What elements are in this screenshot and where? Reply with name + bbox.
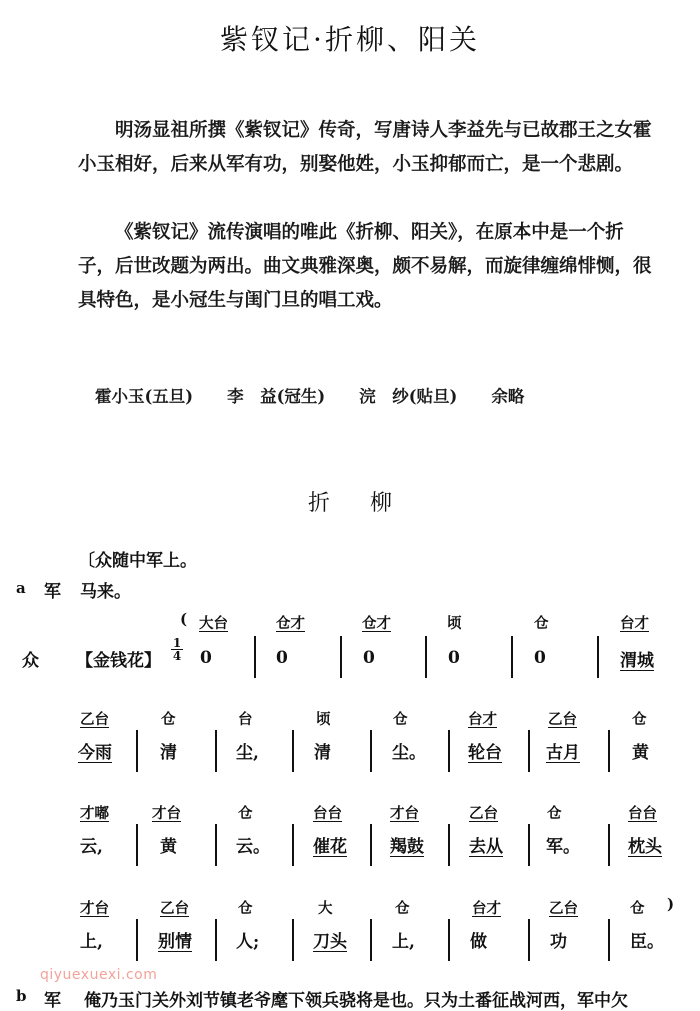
score-cell: 轮台	[468, 743, 502, 763]
time-sig-denominator: 4	[172, 649, 182, 663]
score-cell: 做	[470, 932, 487, 952]
score-cell: 黄	[160, 837, 177, 857]
score-cell: 0	[448, 648, 460, 668]
role-name: 军	[44, 582, 61, 602]
intro-paragraph-2: 《紫钗记》流传演唱的唯此《折柳、阳关》，在原本中是一个折子，后世改题为两出。曲文典雅深奥，颇不易解，而旋律缠绵悱恻，很具特色，是小冠生与闺门旦的唱工戏。	[78, 222, 652, 311]
barline	[136, 730, 138, 772]
perc-syllable: 仓	[630, 900, 645, 917]
line-mark: b	[16, 987, 27, 1005]
barline	[608, 919, 610, 961]
site-watermark: qiyuexuexi.com	[40, 967, 158, 983]
time-signature	[171, 637, 183, 662]
score-cell: 清	[314, 743, 331, 763]
perc-syllable: 才台	[80, 900, 109, 917]
perc-syllable: 大	[318, 900, 333, 917]
barline	[448, 919, 450, 961]
score-cell: 0	[363, 648, 375, 668]
perc-syllable: 仓	[395, 900, 410, 917]
perc-syllable: 仓	[534, 615, 549, 632]
perc-syllable: 乙台	[160, 900, 189, 917]
barline	[292, 824, 294, 866]
score-cell: 云。	[236, 837, 270, 857]
perc-syllable: 台才	[620, 615, 649, 632]
barline	[215, 730, 217, 772]
perc-syllable: 顷	[447, 615, 462, 632]
barline	[528, 824, 530, 866]
score-row-3	[0, 802, 700, 868]
page-title: 紫钗记·折柳、阳关	[220, 23, 480, 56]
stage-direction: 〔众随中军上。	[78, 551, 197, 571]
barline	[292, 730, 294, 772]
line-mark: a	[16, 579, 26, 597]
perc-syllable: 台才	[468, 711, 497, 728]
perc-syllable: 顷	[316, 711, 331, 728]
perc-syllable: 乙台	[469, 805, 498, 822]
barline	[136, 919, 138, 961]
perc-syllable: 乙台	[549, 900, 578, 917]
spoken-line: 马来。	[80, 582, 131, 602]
perc-syllable: 台台	[628, 805, 657, 822]
score-cell: 上,	[392, 932, 415, 952]
perc-syllable: 仓	[161, 711, 176, 728]
score-cell: 0	[200, 648, 212, 668]
chorus-role: 众	[22, 651, 39, 671]
score-cell: 尘。	[392, 743, 426, 763]
barline	[292, 919, 294, 961]
barline	[136, 824, 138, 866]
score-cell: 尘,	[236, 743, 259, 763]
barline	[511, 636, 513, 678]
score-cell: 臣。	[630, 932, 664, 952]
score-row-2	[0, 708, 700, 774]
score-cell: 0	[534, 648, 546, 668]
bottom-spoken-line	[0, 985, 700, 1011]
barline	[254, 636, 256, 678]
perc-syllable: 才嘟	[80, 805, 109, 822]
score-cell: 别情	[158, 932, 192, 952]
cast-item: 李 益(冠生)	[227, 387, 326, 406]
barline	[215, 824, 217, 866]
open-paren: (	[180, 610, 188, 628]
barline	[370, 919, 372, 961]
perc-syllable: 乙台	[548, 711, 577, 728]
cast-item: 浣 纱(贴旦)	[359, 387, 458, 406]
score-cell: 军。	[546, 837, 580, 857]
score-row-4	[0, 897, 700, 963]
score-cell: 渭城	[620, 651, 654, 671]
score-cell: 今雨	[78, 743, 112, 763]
score-cell: 枕头	[628, 837, 662, 857]
perc-syllable: 才台	[390, 805, 419, 822]
section-title: 折柳	[307, 491, 432, 516]
barline	[528, 730, 530, 772]
perc-syllable: 大台	[199, 615, 228, 632]
score-cell: 0	[276, 648, 288, 668]
score-cell: 去从	[469, 837, 503, 857]
barline	[528, 919, 530, 961]
perc-syllable: 仓	[632, 711, 647, 728]
score-cell: 刀头	[313, 932, 347, 952]
score-cell: 古月	[546, 743, 580, 763]
perc-syllable: 仓	[393, 711, 408, 728]
score-cell: 人;	[236, 932, 260, 952]
barline	[597, 636, 599, 678]
barline	[608, 730, 610, 772]
perc-syllable: 台才	[472, 900, 501, 917]
score-row-1	[0, 612, 700, 678]
score-cell: 功	[550, 932, 567, 952]
time-sig-numerator: 1	[172, 636, 182, 650]
cast-list	[95, 383, 655, 407]
cast-item: 余略	[491, 387, 525, 406]
barline	[425, 636, 427, 678]
spoken-line: 俺乃玉门关外刘节镇老爷麾下领兵骁将是也。只为土番征战河西，军中欠	[84, 991, 628, 1011]
score-cell: 催花	[313, 837, 347, 857]
barline	[370, 824, 372, 866]
perc-syllable: 才台	[152, 805, 181, 822]
perc-syllable: 仓才	[362, 615, 391, 632]
perc-syllable: 仓才	[276, 615, 305, 632]
barline	[608, 824, 610, 866]
barline	[370, 730, 372, 772]
score-cell: 黄	[632, 743, 649, 763]
perc-syllable: 仓	[238, 805, 253, 822]
perc-syllable: 乙台	[80, 711, 109, 728]
perc-syllable: 台	[238, 711, 253, 728]
score-cell: 羯鼓	[390, 837, 424, 857]
barline	[340, 636, 342, 678]
role-name: 军	[44, 991, 61, 1011]
perc-syllable: 仓	[547, 805, 562, 822]
score-cell: 清	[160, 743, 177, 763]
tune-label: 【金钱花】	[76, 651, 161, 671]
perc-syllable: 台台	[313, 805, 342, 822]
perc-syllable: 仓	[238, 900, 253, 917]
cast-item: 霍小玉(五旦)	[95, 387, 194, 406]
score-cell: 云,	[80, 837, 103, 857]
intro-paragraph-1: 明汤显祖所撰《紫钗记》传奇，写唐诗人李益先与已故郡王之女霍小玉相好，后来从军有功，别娶他姓，小玉抑郁而亡，是一个悲剧。	[78, 120, 652, 175]
score-cell: 上,	[80, 932, 103, 952]
barline	[448, 824, 450, 866]
barline	[448, 730, 450, 772]
barline	[215, 919, 217, 961]
close-paren: )	[667, 895, 675, 913]
